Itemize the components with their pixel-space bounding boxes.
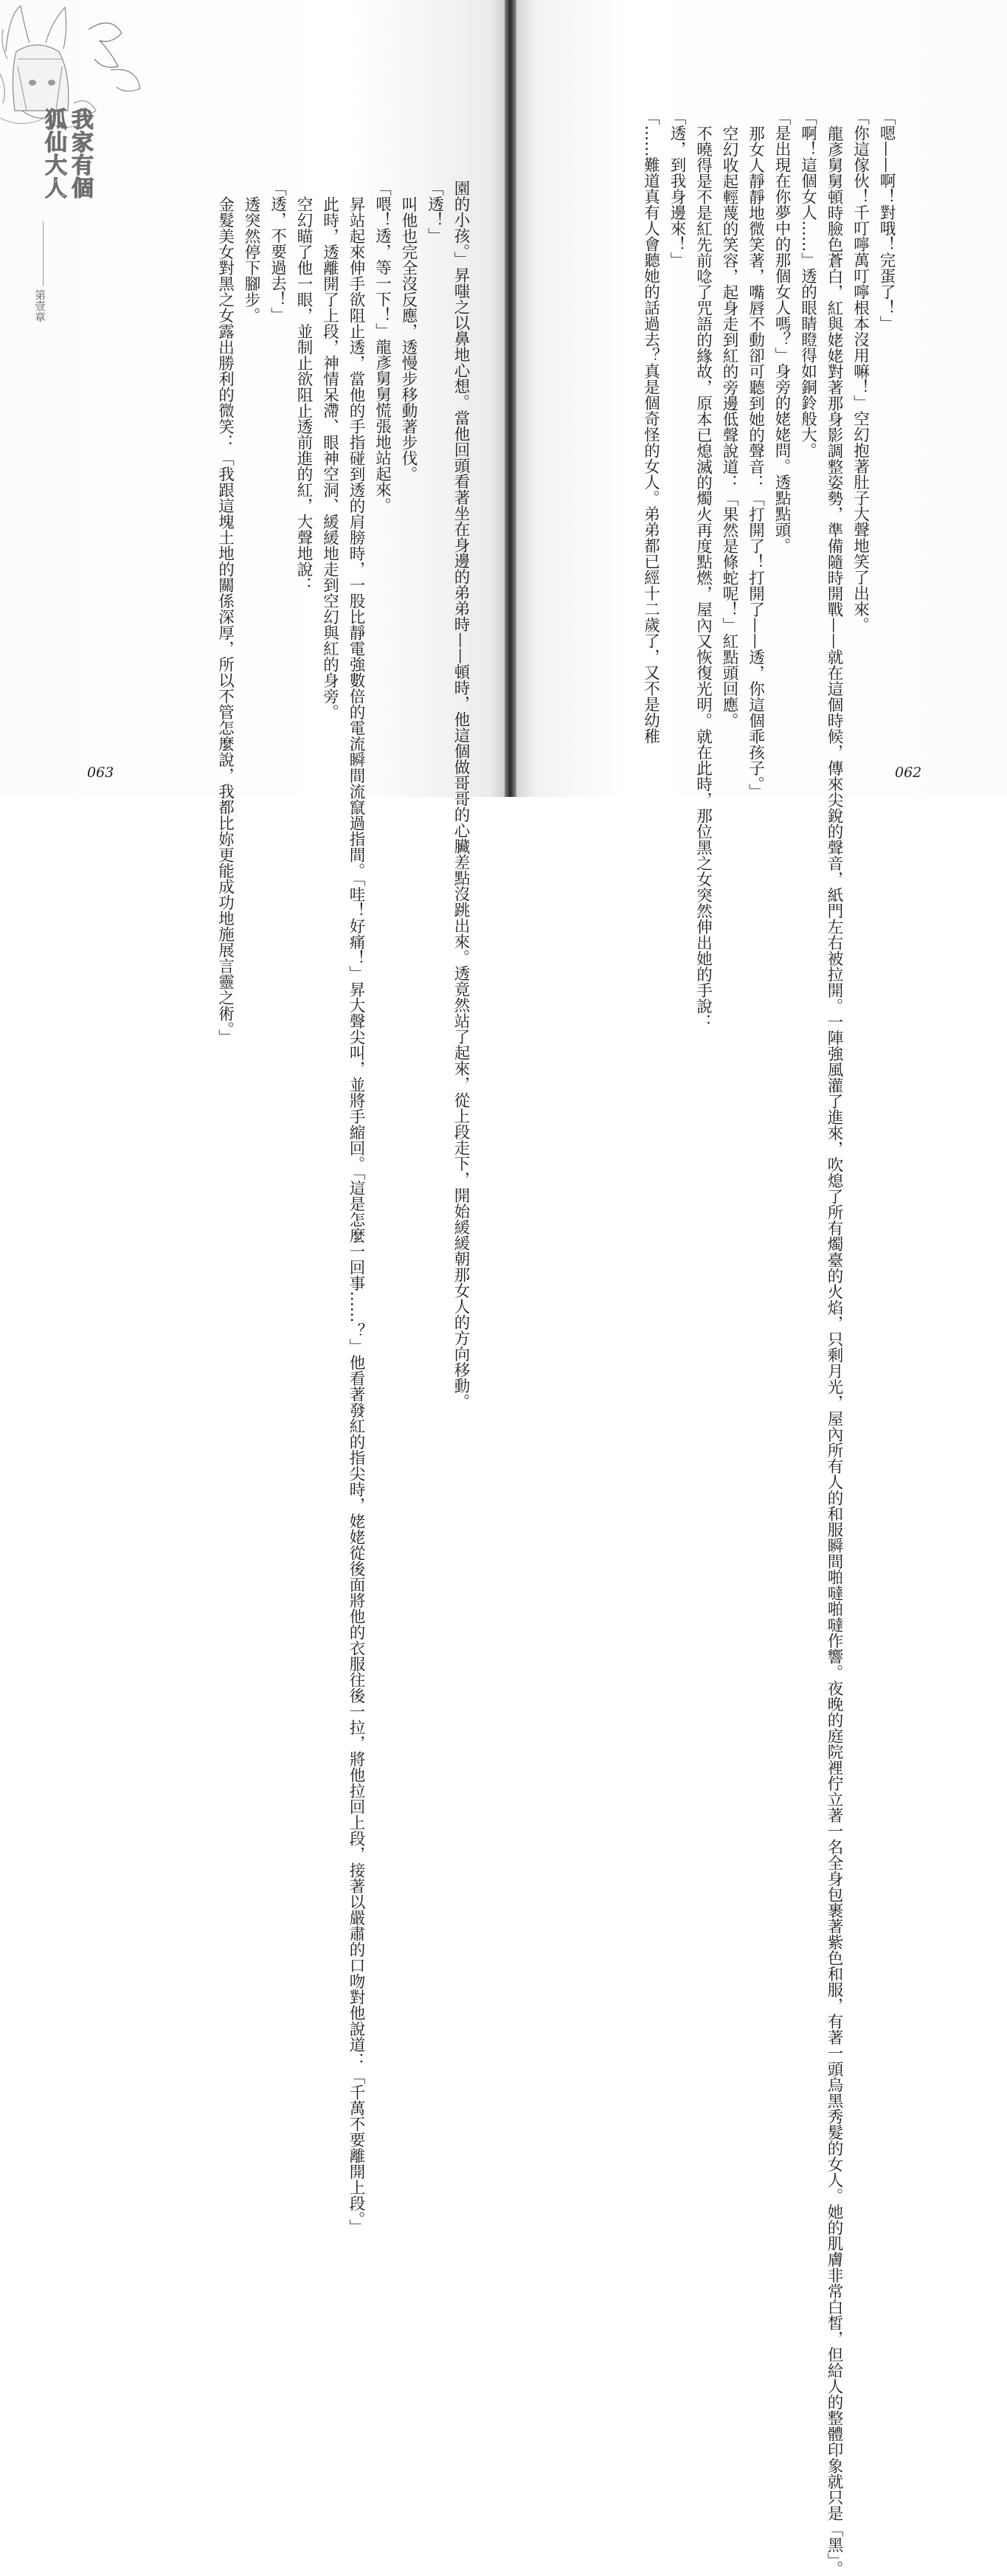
paragraph: 「透！」: [425, 180, 444, 244]
paragraph: 透突然停下腳步。: [242, 196, 260, 323]
paragraph: 叫他也完全沒反應，透慢步移動著步伐。: [399, 196, 418, 482]
paragraph: 「是出現在你夢中的那個女人嗎？」身旁的姥姥問。透點點頭。: [772, 109, 791, 553]
paragraph: 不曉得是不是紅先前唸了咒語的緣故，原本已熄滅的燭火再度點燃，屋內又恢復光明。就在此時，那位黑之女突然伸出她的手說：: [693, 125, 713, 1029]
chapter-label: 第壹章: [33, 289, 46, 322]
paragraph: 「透，到我身邊來！」: [668, 109, 686, 268]
paragraph: 金髮美女對黑之女露出勝利的微笑：「我跟這塊土地的關係深厚，所以不管怎麼說，我都比妳更能成功地施展言靈之術。」: [215, 196, 235, 1045]
left-body-text: [212, 180, 474, 2235]
paragraph: 「嗯——啊！對哦！完蛋了！」: [877, 109, 896, 331]
paragraph: 空幻收起輕蔑的笑容，起身走到紅的旁邊低聲說道：「果然是條蛇呢！」紅點頭回應。: [720, 125, 738, 728]
page-number-left: 063: [87, 764, 114, 781]
paragraph: 龍彥舅舅頓時臉色蒼白，紅與姥姥對著那身影調整姿勢，準備隨時開戰——就在這個時候，傳來尖銳的聲音，紙門左右被拉開。一陣強風灌了進來，吹熄了所有燭臺的火焰，只剩月光，屋內所有人的和服瞬間啪噠啪噠作響。夜晚的庭院裡佇立著一名全身包裹著紫色和服，有著一頭烏黑秀髮的女人。她的肌膚非常白皙，但給人的整體印象就只是「黑」。: [825, 125, 843, 2576]
book-gutter: [505, 0, 516, 797]
paragraph: 園的小孩。」昇嗤之以鼻地心想。當他回頭看著坐在身邊的弟弟時——頓時，他這個做哥哥的心臟差點沒跳出來。透竟然站了起來，從上段走下，開始緩緩朝那女人的方向移動。: [451, 180, 470, 1410]
left-page: [0, 0, 505, 2235]
chapter-rule: [43, 221, 44, 286]
paragraph: 「你這傢伙！千叮嚀萬叮嚀根本沒用嘛！」空幻抱著肚子大聲地笑了出來。: [851, 109, 870, 633]
paragraph: 那女人靜靜地微笑著，嘴唇不動卻可聽到她的聲音：「打開了！打開了——透，你這個乖孩子。」: [746, 125, 765, 800]
paragraph: 空幻瞄了他一眼，並制止欲阻止透前進的紅，大聲地說：: [294, 196, 313, 593]
paragraph: 昇站起來伸手欲阻止透，當他的手指碰到透的肩膀時，一股比靜電強數倍的電流瞬間流竄過指間。「哇！好痛！」昇大聲尖叫，並將手縮回。「這是怎麼一回事……？」他看著發紅的指尖時，姥姥從後面將他的衣服往後一拉，將他拉回上段，接著以嚴肅的口吻對他說道：「千萬不要離開上段。」: [347, 196, 365, 2235]
page-number-right: 062: [895, 764, 922, 781]
paragraph: 「喂！透，等一下！」龍彥舅舅慌張地站起來。: [373, 180, 392, 514]
right-page: [516, 0, 1007, 2576]
paragraph: 「……難道真有人會聽她的話過去？真是個奇怪的女人。弟弟都已經十二歲了，又不是幼稚: [641, 109, 660, 744]
paragraph: 「啊！這個女人……」透的眼睛瞪得如銅鈴般大。: [798, 109, 817, 458]
paragraph: 「透，不要過去！」: [268, 180, 287, 323]
series-title: 我家有個狐仙大人: [41, 108, 93, 199]
right-body-text: [637, 109, 899, 2576]
paragraph: 此時，透離開了上段，神情呆滯、眼神空洞、緩緩地走到空幻與紅的身旁。: [320, 196, 339, 719]
